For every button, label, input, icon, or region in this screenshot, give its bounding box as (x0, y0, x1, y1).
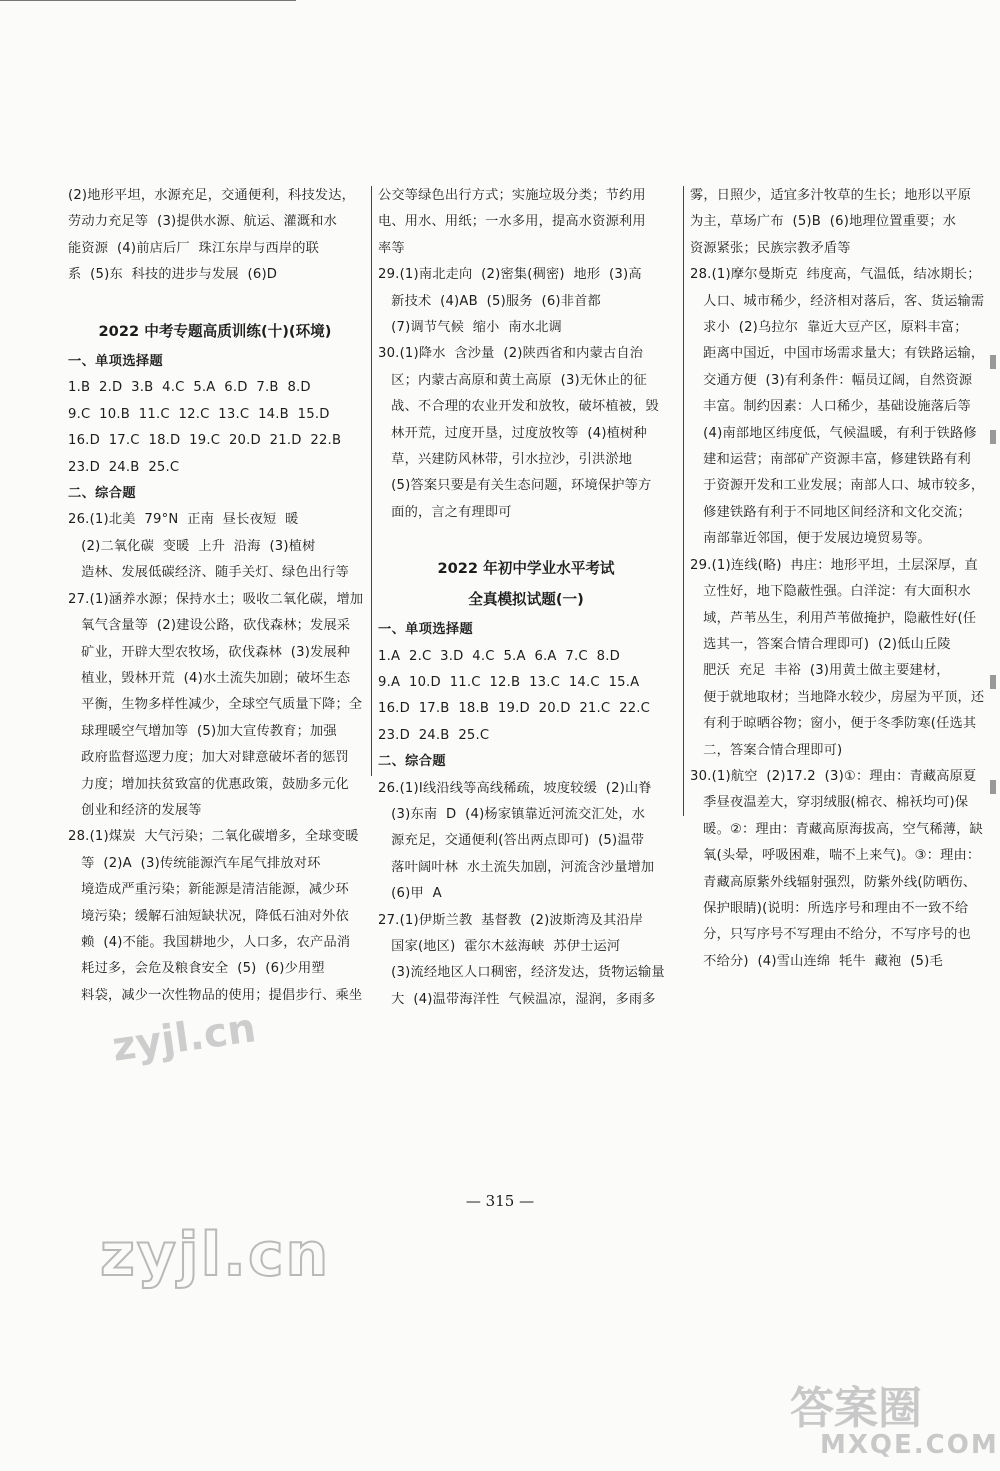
answer-line: 落叶阔叶林 水土流失加剧，河流含沙量增加 (378, 859, 655, 875)
answer-line: 能资源 (4)前店后厂 珠江东岸与西岸的联 (68, 240, 320, 256)
answer-line: 26.(1)北美 79°N 正南 昼长夜短 暖 (68, 512, 299, 528)
answer-line: 为主，草场广布 (5)B (6)地理位置重要；水 (690, 214, 957, 230)
answer-line: 30.(1)降水 含沙量 (2)陕西省和内蒙古自治 (378, 346, 644, 362)
answer-line: 选其一，答案合情合理即可) (2)低山丘陵 (690, 636, 951, 652)
section-heading: 全真模拟试题(一) (468, 590, 584, 608)
answer-line: 创业和经济的发展等 (68, 802, 202, 818)
answer-line: 求小 (2)乌拉尔 靠近大豆产区，原料丰富； (690, 320, 968, 336)
answer-line: 分，只写序号不写理由不给分，不写序号的也 (690, 927, 971, 943)
answer-line: 29.(1)连线(略) 冉庄：地形平坦，土层深厚，直 (690, 557, 978, 573)
column-right (690, 183, 986, 975)
edge-mark (990, 675, 996, 689)
answer-line: 南部靠近邻国，便于发展边境贸易等。 (690, 531, 931, 547)
answer-line: 林开荒，过度开垦，过度放牧等 (4)植树种 (378, 425, 647, 441)
answer-line: 于资源开发和工业发展；南部人口、城市较多， (690, 478, 985, 494)
answer-line: 等 (2)A (3)传统能源汽车尾气排放对环 (68, 855, 321, 871)
section-heading: 2022 中考专题高质训练(十)(环境) (98, 322, 332, 340)
edge-mark (990, 355, 996, 369)
answer-line: 9.A 10.D 11.C 12.B 13.C 14.C 15.A (378, 674, 640, 690)
answer-line: 27.(1)涵养水源；保持水土；吸收二氧化碳，增加 (68, 591, 364, 607)
answer-line: 公交等绿色出行方式；实施垃圾分类；节约用 (378, 188, 646, 203)
answer-line: 力度；增加扶贫致富的优惠政策，鼓励多元化 (68, 776, 349, 792)
answer-line: 交通方便 (3)有利条件：幅员辽阔，自然资源 (690, 372, 973, 388)
answer-line: 青藏高原紫外线辐射强烈，防紫外线(防晒伤、 (690, 874, 977, 890)
answer-line: 1.B 2.D 3.B 4.C 5.A 6.D 7.B 8.D (68, 380, 311, 396)
answer-line: (3)东南 D (4)杨家镇靠近河流交汇处，水 (378, 806, 646, 822)
answer-line: 便于就地取材；当地降水较少，房屋为平顶，还 (690, 689, 985, 705)
answer-line: 区；内蒙古高原和黄土高原 (3)无休止的征 (378, 372, 647, 388)
answer-line: 23.D 24.B 25.C (378, 727, 490, 743)
answer-line: 平衡，生物多样性减少，全球空气质量下降；全 (68, 697, 363, 713)
answer-line: 域，芦苇丛生，利用芦苇做掩护，隐蔽性好(任 (690, 610, 977, 626)
answer-line: 距离中国近，中国市场需求量大；有铁路运输， (690, 346, 985, 362)
answer-line: 丰富。制约因素：人口稀少，基础设施落后等 (690, 399, 971, 415)
column-left (68, 183, 362, 1009)
answer-line: 植业，毁林开荒 (4)水土流失加剧；破坏生态 (68, 670, 351, 686)
answer-line: 劳动力充足等 (3)提供水源、航运、灌溉和水 (68, 214, 338, 230)
answer-line: 电、用水、用纸；一水多用，提高水资源利用 (378, 214, 646, 230)
watermark-corner-logo: 答案圈 (790, 1383, 922, 1434)
answer-line: 耗过多，会危及粮食安全 (5) (6)少用塑 (68, 961, 325, 977)
answer-line: 28.(1)煤炭 大气污染；二氧化碳增多，全球变暖 (68, 829, 359, 845)
answer-line: 立性好，地下隐蔽性强。白洋淀：有大面积水 (690, 584, 971, 600)
answer-line: (3)流经地区人口稠密，经济发达，货物运输量 (378, 965, 665, 981)
answer-line: 草，兴建防风林带，引水拉沙，引洪淤地 (378, 452, 633, 468)
answer-line: 26.(1)Ⅰ线沿线等高线稀疏，坡度较缓 (2)山脊 (378, 780, 652, 796)
answer-line: 9.C 10.B 11.C 12.C 13.C 14.B 15.D (68, 406, 330, 422)
answer-line: (2)地形平坦，水源充足，交通便利，科技发达， (68, 188, 356, 203)
answer-line: 季昼夜温差大，穿羽绒服(棉衣、棉袄均可)保 (690, 795, 969, 811)
answer-line: 有利于晾晒谷物；窗小，便于冬季防寒(任选其 (690, 716, 977, 732)
answer-line: 氧(头晕，呼吸困难，喘不上来气)。③：理由： (690, 848, 981, 864)
answer-line: 源充足，交通便利(答出两点即可) (5)温带 (378, 833, 645, 849)
answer-line: 率等 (378, 240, 405, 256)
answer-line: (2)二氧化碳 变暖 上升 沿海 (3)植树 (68, 538, 316, 554)
answer-line: 面的，言之有理即可 (378, 504, 512, 520)
section-heading: 2022 年初中学业水平考试 (437, 560, 615, 578)
edge-mark (990, 430, 996, 444)
answer-line: 16.D 17.C 18.D 19.C 20.D 21.D 22.B (68, 433, 342, 449)
answer-line: 建和运营；南部矿产资源丰富，修建铁路有利 (690, 452, 971, 468)
subsection-label: 二、综合题 (378, 754, 446, 770)
answer-line: 氧气含量等 (2)建设公路，砍伐森林；发展采 (68, 618, 351, 634)
answer-line: 境造成严重污染；新能源是清洁能源，减少环 (68, 882, 349, 898)
watermark-overlay: zyjl.cn (109, 1005, 259, 1071)
subsection-label: 一、单项选择题 (378, 622, 474, 638)
answer-line: 29.(1)南北走向 (2)密集(稠密) 地形 (3)高 (378, 267, 642, 283)
answer-line: 雾，日照少，适宜多汁牧草的生长；地形以平原 (690, 188, 972, 203)
top-rule (0, 0, 296, 1)
answer-line: 境污染；缓解石油短缺状况，降低石油对外依 (68, 908, 349, 924)
answer-line: 人口、城市稀少，经济相对落后，客、货运输需 (690, 293, 985, 309)
column-divider-1 (371, 186, 372, 776)
answer-line: 政府监督巡逻力度；加大对肆意破坏者的惩罚 (68, 750, 349, 766)
answer-line: 赖 (4)不能。我国耕地少，人口多，农产品消 (68, 934, 351, 950)
answer-line: (7)调节气候 缩小 南水北调 (378, 320, 562, 336)
answer-line: 造林、发展低碳经济、随手关灯、绿色出行等 (68, 565, 349, 581)
subsection-label: 二、综合题 (68, 486, 136, 502)
spacer (378, 526, 674, 552)
answer-line: 30.(1)航空 (2)17.2 (3)①：理由：青藏高原夏 (690, 768, 977, 784)
watermark-corner-url: MXQE.COM (820, 1430, 999, 1460)
answer-line: 28.(1)摩尔曼斯克 纬度高，气温低，结冰期长； (690, 267, 981, 283)
answer-line: 修建铁路有利于不同地区间经济和文化交流； (690, 504, 971, 520)
answer-line: 16.D 17.B 18.B 19.D 20.D 21.C 22.C (378, 701, 651, 717)
spacer (68, 289, 362, 315)
answer-line: (4)南部地区纬度低，气候温暖，有利于铁路修 (690, 425, 977, 441)
column-divider-2 (683, 186, 684, 816)
answer-line: 暖。②：理由：青藏高原海拔高，空气稀薄，缺 (690, 821, 983, 837)
subsection-label: 一、单项选择题 (68, 354, 164, 370)
answer-line: 23.D 24.B 25.C (68, 459, 180, 475)
answer-line: 系 (5)东 科技的进步与发展 (6)D (68, 267, 278, 283)
edge-mark (990, 780, 996, 794)
answer-line: 料袋，减少一次性物品的使用；提倡步行、乘坐 (68, 987, 363, 1003)
answer-line: 27.(1)伊斯兰教 基督教 (2)波斯湾及其沿岸 (378, 912, 644, 928)
answer-line: 不给分) (4)雪山连绵 牦牛 藏袍 (5)毛 (690, 953, 943, 969)
column-middle (378, 183, 674, 1013)
answer-line: (5)答案只要是有关生态问题，环境保护等方 (378, 478, 652, 494)
answer-line: 1.A 2.C 3.D 4.C 5.A 6.A 7.C 8.D (378, 648, 620, 664)
answer-line: 球理暖空气增加等 (5)加大宣传教育；加强 (68, 723, 337, 739)
answer-line: 新技术 (4)AB (5)服务 (6)非首都 (378, 293, 601, 309)
answer-line: 二，答案合情合理即可) (690, 742, 843, 758)
answer-line: 国家(地区) 霍尔木兹海峡 苏伊士运河 (378, 938, 621, 954)
answer-line: 肥沃 充足 丰裕 (3)用黄土做主要建材， (690, 663, 950, 679)
watermark-main: zyjl.cn (100, 1220, 331, 1290)
answer-line: 矿业，开辟大型农牧场，砍伐森林 (3)发展种 (68, 644, 351, 660)
answer-line: 大 (4)温带海洋性 气候温凉，湿润，多雨多 (378, 991, 656, 1007)
answer-line: (6)甲 A (378, 886, 442, 902)
answer-line: 资源紧张；民族宗教矛盾等 (690, 240, 851, 256)
answer-line: 保护眼睛)(说明：所选序号和理由不一致不给 (690, 900, 969, 916)
page-number: — 315 — (465, 1192, 535, 1210)
answer-line: 战、不合理的农业开发和放牧，破坏植被，毁 (378, 399, 659, 415)
